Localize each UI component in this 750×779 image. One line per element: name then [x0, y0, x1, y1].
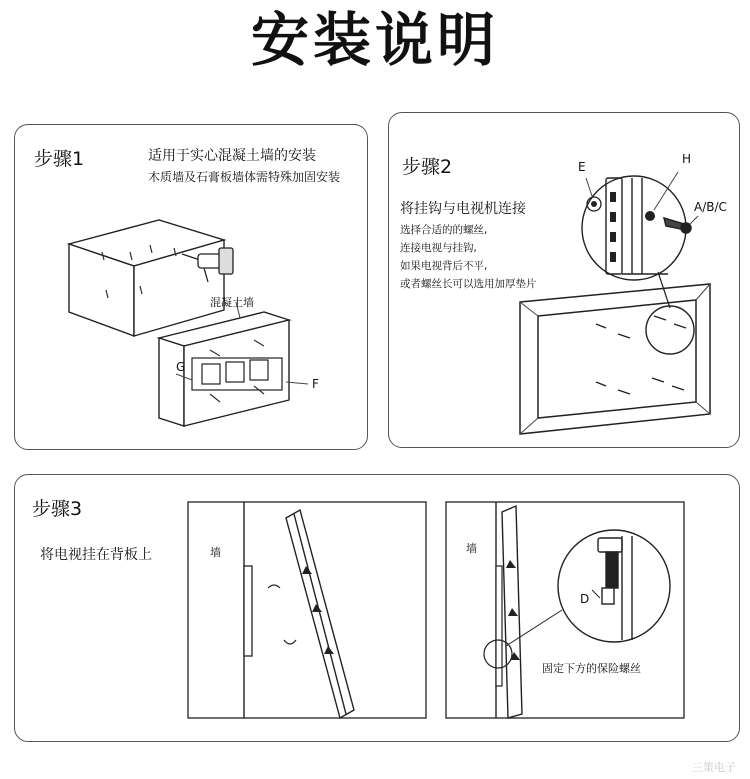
label-g: G: [176, 360, 186, 374]
step1-drilling-illustration: [14, 190, 364, 450]
step2-subtitle: 将挂钩与电视机连接: [400, 201, 526, 217]
step2-note-2: 连接电视与挂钩,: [400, 242, 477, 254]
step1-line1: 适用于实心混凝土墙的安装: [148, 148, 316, 164]
label-d: D: [580, 592, 590, 606]
safety-screw-caption: 固定下方的保险螺丝: [542, 662, 641, 675]
label-e: E: [578, 160, 586, 174]
step1-heading: 步骤1: [34, 148, 85, 170]
step3-safety-screw-illustration: [446, 500, 686, 720]
step1-line2: 木质墙及石膏板墙体需特殊加固安装: [148, 170, 341, 184]
step2-note-3: 如果电视背后不平,: [400, 260, 488, 272]
wall-label-right: 墙: [466, 542, 477, 555]
wall-label-left: 墙: [210, 546, 221, 559]
step3-hanging-illustration: [188, 500, 428, 720]
step2-note-1: 选择合适的的螺丝,: [400, 224, 488, 236]
step3-heading: 步骤3: [32, 498, 83, 520]
step2-heading: 步骤2: [402, 156, 453, 178]
label-h: H: [682, 152, 692, 166]
label-f: F: [312, 377, 319, 391]
label-abc: A/B/C: [694, 200, 727, 214]
step3-subtitle: 将电视挂在背板上: [40, 547, 152, 563]
page-title: 安装说明: [250, 6, 499, 74]
step2-note-4: 或者螺丝长可以选用加厚垫片: [400, 278, 537, 290]
concrete-wall-label: 混凝土墙: [210, 296, 254, 309]
watermark: 三策电子: [692, 761, 736, 774]
